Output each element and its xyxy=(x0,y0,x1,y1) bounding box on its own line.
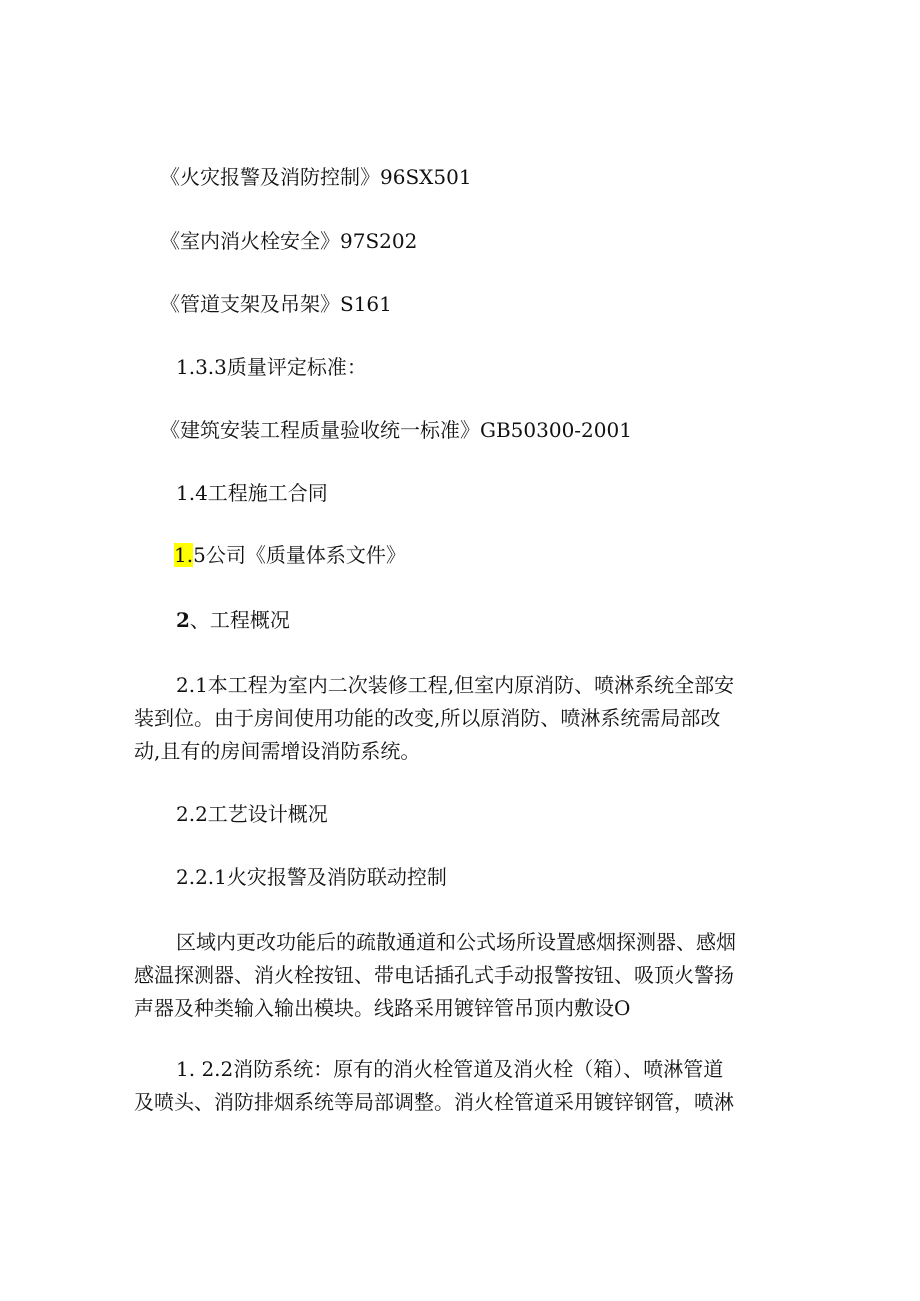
paragraph-line: 动,且有的房间需增设消防系统。 xyxy=(134,739,421,763)
section-2-title: 、工程概况 xyxy=(189,608,290,632)
section-1-5-heading xyxy=(174,544,406,566)
paragraph-line: 感温探测器、消火栓按钮、带电话插孔式手动报警按钮、吸顶火警扬 xyxy=(134,963,734,987)
section-2-number: 2 xyxy=(176,608,190,632)
paragraph-2-2-2 xyxy=(134,1053,774,1119)
section-2-2-1-heading: 2.2.1火灾报警及消防联动控制 xyxy=(176,865,447,889)
reference-fire-alarm: 《火灾报警及消防控制》96SX501 xyxy=(160,165,472,189)
reference-quality-standard: 《建筑安装工程质量验收统一标准》GB50300-2001 xyxy=(160,418,632,442)
section-2-heading xyxy=(176,609,290,631)
paragraph-area-devices xyxy=(134,926,774,1025)
section-1-3-3-heading: 1.3.3质量评定标准： xyxy=(176,355,367,379)
reference-pipe-support: 《管道支架及吊架》S161 xyxy=(160,292,392,316)
section-1-4-heading: 1.4工程施工合同 xyxy=(176,481,328,505)
paragraph-line: 1. 2.2消防系统：原有的消火栓管道及消火栓（箱）、喷淋管道 xyxy=(176,1057,724,1081)
paragraph-line: 声器及种类输入输出模块。线路采用镀锌管吊顶内敷设O xyxy=(134,996,631,1020)
paragraph-line: 区域内更改功能后的疏散通道和公式场所设置感烟探测器、感烟 xyxy=(176,930,736,954)
paragraph-line: 及喷头、消防排烟系统等局部调整。消火栓管道采用镀锌钢管，喷淋 xyxy=(134,1090,734,1114)
paragraph-line: 2.1本工程为室内二次装修工程,但室内原消防、喷淋系统全部安 xyxy=(176,673,735,697)
paragraph-line: 装到位。由于房间使用功能的改变,所以原消防、喷淋系统需局部改 xyxy=(134,706,721,730)
highlighted-text: 1. xyxy=(174,543,194,567)
section-2-2-heading: 2.2工艺设计概况 xyxy=(176,802,328,826)
paragraph-2-1 xyxy=(134,669,774,768)
section-1-5-text: 5公司《质量体系文件》 xyxy=(193,543,406,567)
reference-hydrant: 《室内消火栓安全》97S202 xyxy=(160,229,418,253)
